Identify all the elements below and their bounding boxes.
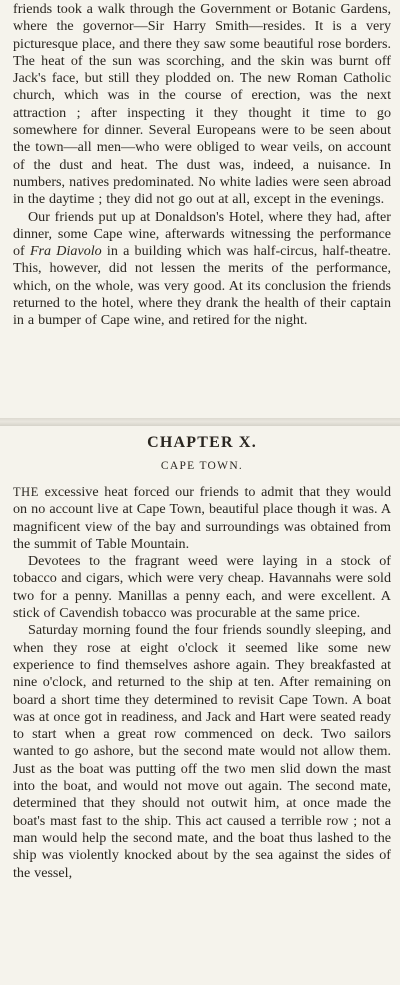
paragraph-excessive-heat — [13, 484, 391, 553]
chapter-subtitle: CAPE TOWN. — [160, 460, 244, 472]
opening-word: THE — [13, 485, 39, 499]
paragraph-tobacco: Devotees to the fragrant weed were laying in a stock of tobacco and cigars, which were very cheap. Havannahs were sold two for a penny. Manillas a penny each, and were excellent. A stick of Cavendish tobacco was procurable at the same price. — [13, 553, 391, 622]
paragraph-saturday-morning: Saturday morning found the four friends soundly sleeping, and when they rose at eight o'clock it seemed like some new experience to find themselves ashore again. They breakfasted at nine o'clock, and returned to the ship at ten. After remaining on board a short time they determined to revisit Cape Town. A boat was at once got in readiness, and Jack and Hart were seated ready to start when a great row commenced on deck. Two sailors wanted to go ashore, but the second mate would not allow them. Just as the boat was putting off the two men slid down the mast into the boat, and would not move out again. The second mate, determined that they should not outwit him, at once made the boat's mast fast to the ship. This act caused a terrible row ; not a man would help the second mate, and the boat thus lashed to the ship was violently knocked about by the sea against the sides of the vessel, — [13, 622, 391, 881]
page-separator — [0, 418, 400, 426]
bottom-page-section — [0, 426, 400, 985]
hotel-text-start: Our friends put up at Donaldson's Hotel, where they had, after dinner, some Cape wine, afterwards witnessing the performance of — [13, 208, 391, 260]
chapter-heading: CHAPTER X. — [147, 434, 257, 451]
paragraph-donaldsons-hotel — [13, 209, 391, 330]
top-page-section — [0, 0, 400, 418]
hotel-text-end: in a building which was half-circus, half-theatre. This, however, did not lessen the merits of the performance, which, on the whole, was very good. At its conclusion the friends returned to the hotel, where they drank the health of their captain in a bumper of Cape wine, and retired for the night. — [13, 243, 391, 329]
paragraph-botanic-gardens: friends took a walk through the Government or Botanic Gardens, where the governor—Sir Harry Smith—resides. It is a very picturesque place, and there they saw some beautiful rose borders. The heat of the sun was scorching, and the skin was burnt off Jack's face, but still they plodded on. The new Roman Catholic church, which was in the course of erection, was the next attraction ; after inspecting it they thought it time to go somewhere for dinner. Several Europeans were to be seen about the town—all men—who were obliged to wear veils, on account of the dust and heat. The dust was, indeed, a nuisance. In numbers, natives predominated. No white ladies were seen abroad in the daytime ; they did not go out at all, except in the evenings. — [13, 1, 391, 208]
paragraph-excessive-heat-text: excessive heat forced our friends to admit that they would on no account live at Cape Town, beautiful place though it was. A magnificent view of the bay and surroundings was obtained from the summit of Table Mountain. — [13, 484, 391, 552]
fra-diavolo-title: Fra Diavolo — [29, 243, 102, 260]
